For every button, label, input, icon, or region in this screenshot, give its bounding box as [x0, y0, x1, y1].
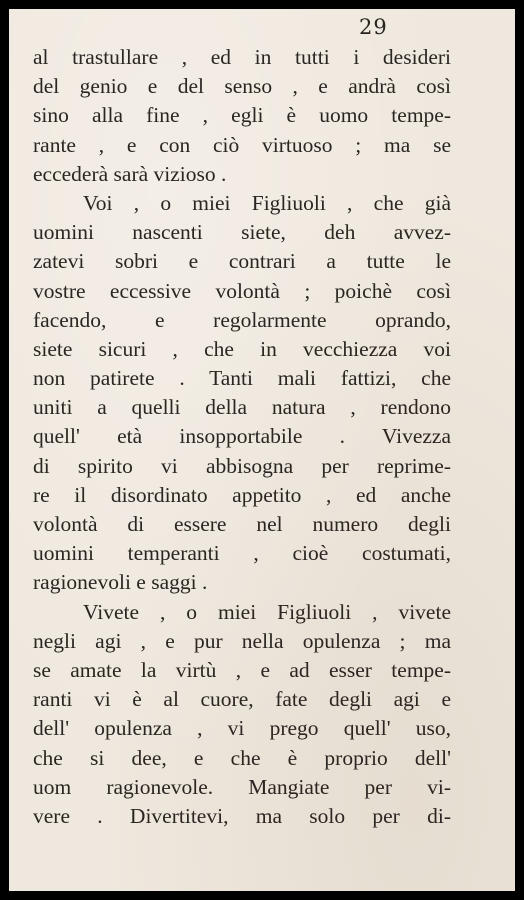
text-line: dell' opulenza , vi prego quell' uso,: [33, 716, 451, 741]
text-line: uom ragionevole. Mangiate per vi-: [33, 774, 451, 799]
page-number: 29: [359, 15, 388, 39]
text-line: che si dee, e che è proprio dell': [33, 745, 451, 770]
text-line: Voi , o miei Figliuoli , che già: [83, 190, 451, 215]
book-page: [9, 9, 515, 891]
text-line: vere . Divertitevi, ma solo per di-: [33, 803, 451, 828]
text-line: eccederà sarà vizioso .: [33, 161, 227, 186]
text-line: re il disordinato appetito , ed anche: [33, 482, 451, 507]
text-line: ragionevoli e saggi .: [33, 570, 208, 595]
text-line: volontà di essere nel numero degli: [33, 512, 451, 536]
text-line: se amate la virtù , e ad esser tempe-: [33, 657, 451, 682]
text-line: al trastullare , ed in tutti i desideri: [33, 45, 451, 69]
body-text: [33, 43, 451, 831]
text-line: uniti a quelli della natura , rendono: [33, 395, 451, 420]
text-line: del genio e del senso , e andrà così: [33, 74, 451, 99]
text-line: rante , e con ciò virtuoso ; ma se: [33, 132, 451, 157]
text-line: siete sicuri , che in vecchiezza voi: [33, 336, 451, 361]
text-line: di spirito vi abbisogna per reprime-: [33, 453, 451, 478]
text-line: quell' età insopportabile . Vivezza: [33, 424, 451, 449]
text-line: zatevi sobri e contrari a tutte le: [33, 249, 451, 274]
text-line: uomini nascenti siete, deh avvez-: [33, 220, 451, 245]
text-line: non patirete . Tanti mali fattizi, che: [33, 366, 451, 391]
text-line: sino alla fine , egli è uomo tempe-: [33, 103, 451, 128]
text-line: Vivete , o miei Figliuoli , vivete: [83, 599, 451, 624]
text-line: facendo, e regolarmente oprando,: [33, 307, 451, 332]
text-line: ranti vi è al cuore, fate degli agi e: [33, 687, 451, 712]
text-line: vostre eccessive volontà ; poichè così: [33, 278, 451, 303]
text-line: uomini temperanti , cioè costumati,: [33, 541, 451, 566]
text-line: negli agi , e pur nella opulenza ; ma: [33, 628, 451, 653]
